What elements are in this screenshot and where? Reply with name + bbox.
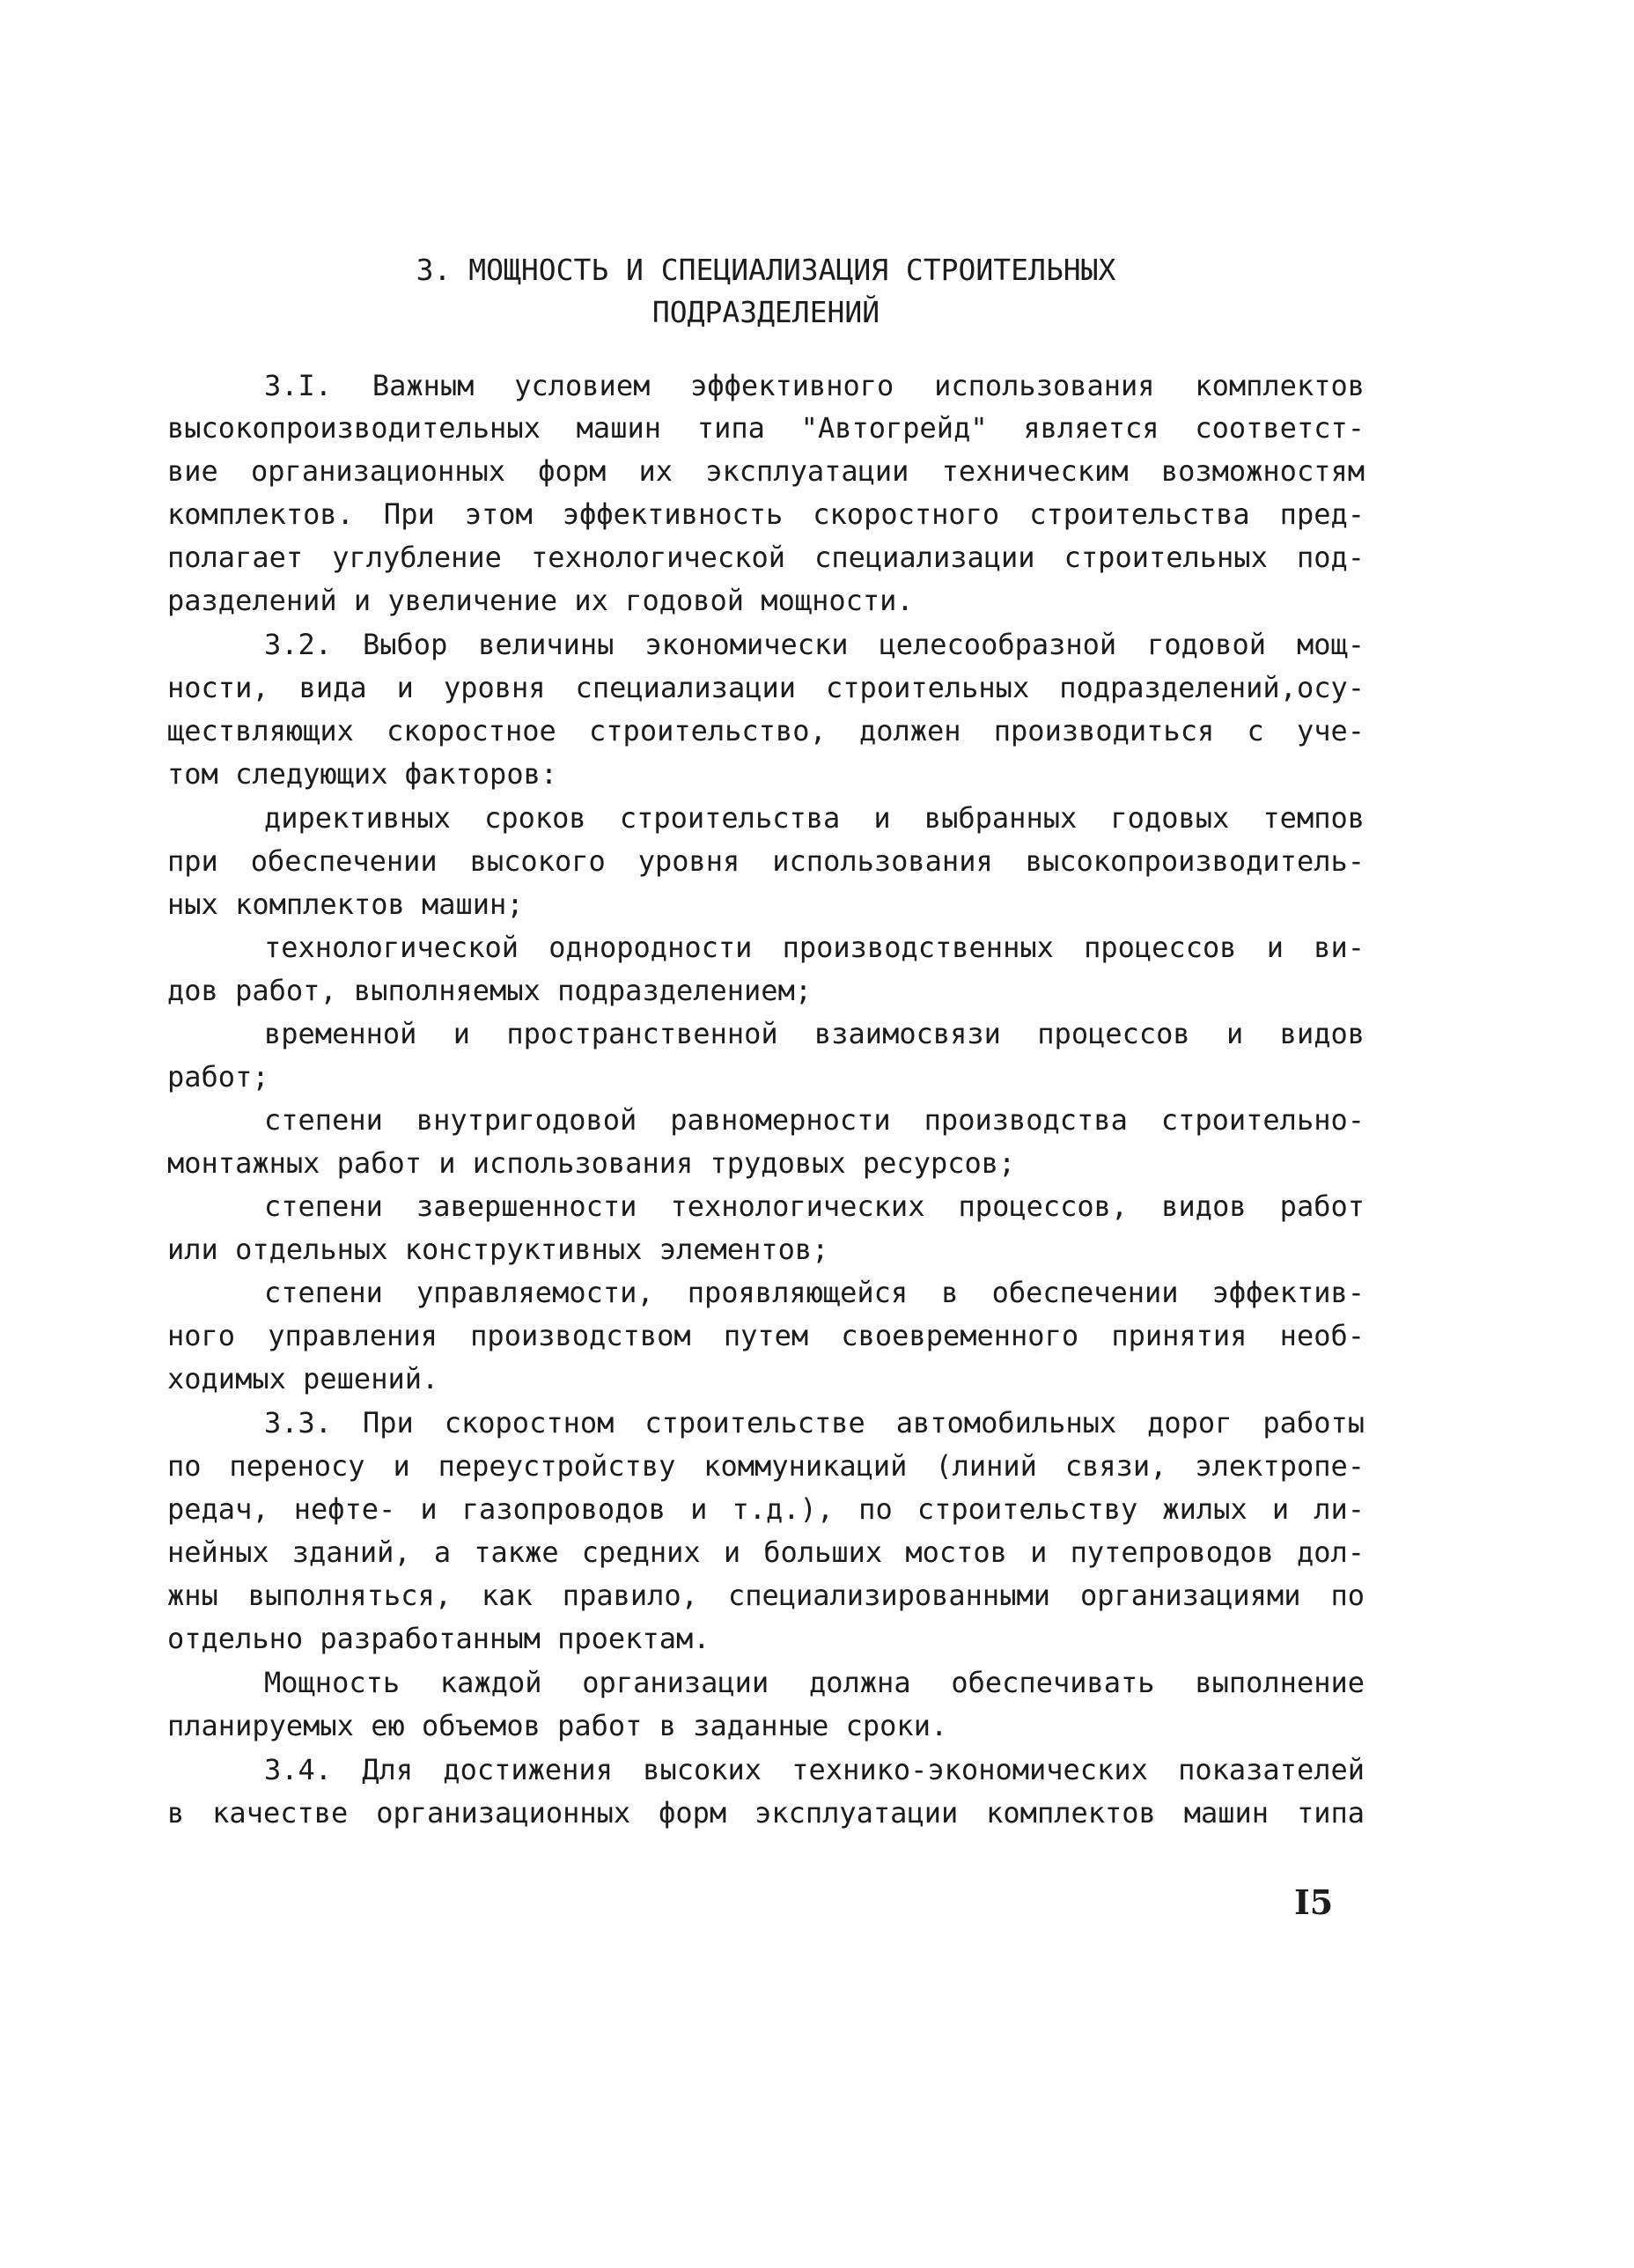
paragraph-3-1-line: высокопроизводительных машин типа "Автогрейд" является соответст- xyxy=(167,411,1365,445)
paragraph-3-3-line: жны выполняться, как правило, специализированными организациями по xyxy=(167,1579,1365,1612)
paragraph-3-2-line: том следующих факторов: xyxy=(167,757,558,791)
paragraph-3-1-line: вие организационных форм их эксплуатации техническим возможностям xyxy=(167,454,1365,488)
paragraph-3-3-line: отдельно разработанным проектам. xyxy=(167,1622,710,1655)
paragraph-3-4-line: 3.4. Для достижения высоких технико-экономических показателей xyxy=(264,1753,1365,1786)
factor-list-item-line: степени внутригодовой равномерности производства строительно- xyxy=(264,1103,1365,1137)
factor-list-item-line: технологической однородности производственных процессов и ви- xyxy=(264,931,1365,964)
paragraph-capacity-line: Мощность каждой организации должна обеспечивать выполнение xyxy=(264,1666,1365,1699)
factor-list-item-line: ного управления производством путем своевременного принятия необ- xyxy=(167,1319,1365,1352)
factor-list-item-line: или отдельных конструктивных элементов; xyxy=(167,1233,829,1266)
section-title-line-2: ПОДРАЗДЕЛЕНИЙ xyxy=(651,295,880,329)
factor-list-item-line: временной и пространственной взаимосвязи процессов и видов xyxy=(264,1017,1365,1050)
paragraph-3-2-line: ществляющих скоростное строительство, должен производиться с уче- xyxy=(167,714,1365,747)
paragraph-3-3-line: 3.3. При скоростном строительстве автомобильных дорог работы xyxy=(264,1406,1365,1440)
paragraph-3-1-line: 3.I. Важным условием эффективного использования комплектов xyxy=(264,369,1365,402)
paragraph-3-3-line: нейных зданий, а также средних и больших мостов и путепроводов дол- xyxy=(167,1535,1365,1569)
paragraph-3-1-line: полагает углубление технологической специализации строительных под- xyxy=(167,541,1365,574)
section-title-line-1: 3. МОЩНОСТЬ И СПЕЦИАЛИЗАЦИЯ СТРОИТЕЛЬНЫХ xyxy=(416,253,1116,287)
factor-list-item-line: степени управляемости, проявляющейся в обеспечении эффектив- xyxy=(264,1276,1365,1309)
paragraph-3-2-line: ности, вида и уровня специализации строительных подразделений,осу- xyxy=(167,671,1365,704)
factor-list-item-line: работ; xyxy=(167,1060,269,1094)
paragraph-capacity-line: планируемых ею объемов работ в заданные сроки. xyxy=(167,1709,948,1742)
factor-list-item-line: ных комплектов машин; xyxy=(167,887,524,921)
paragraph-3-1-line: разделений и увеличение их годовой мощности. xyxy=(167,584,914,617)
paragraph-3-1-line: комплектов. При этом эффективность скоростного строительства пред- xyxy=(167,497,1365,531)
factor-list-item-line: степени завершенности технологических процессов, видов работ xyxy=(264,1189,1365,1223)
paragraph-3-2-line: 3.2. Выбор величины экономически целесообразной годовой мощ- xyxy=(264,628,1365,661)
factor-list-item-line: директивных сроков строительства и выбранных годовых темпов xyxy=(264,801,1365,835)
page-number: I5 xyxy=(1294,1882,1334,1922)
paragraph-3-3-line: по переносу и переустройству коммуникаций (линий связи, электропе- xyxy=(167,1449,1365,1483)
factor-list-item-line: при обеспечении высокого уровня использования высокопроизводитель- xyxy=(167,844,1365,878)
factor-list-item-line: ходимых решений. xyxy=(167,1362,439,1395)
paragraph-3-3-line: редач, нефте- и газопроводов и т.д.), по строительству жилых и ли- xyxy=(167,1492,1365,1526)
factor-list-item-line: дов работ, выполняемых подразделением; xyxy=(167,974,813,1007)
paragraph-3-4-line: в качестве организационных форм эксплуатации комплектов машин типа xyxy=(167,1796,1365,1830)
factor-list-item-line: монтажных работ и использования трудовых ресурсов; xyxy=(167,1146,1016,1180)
